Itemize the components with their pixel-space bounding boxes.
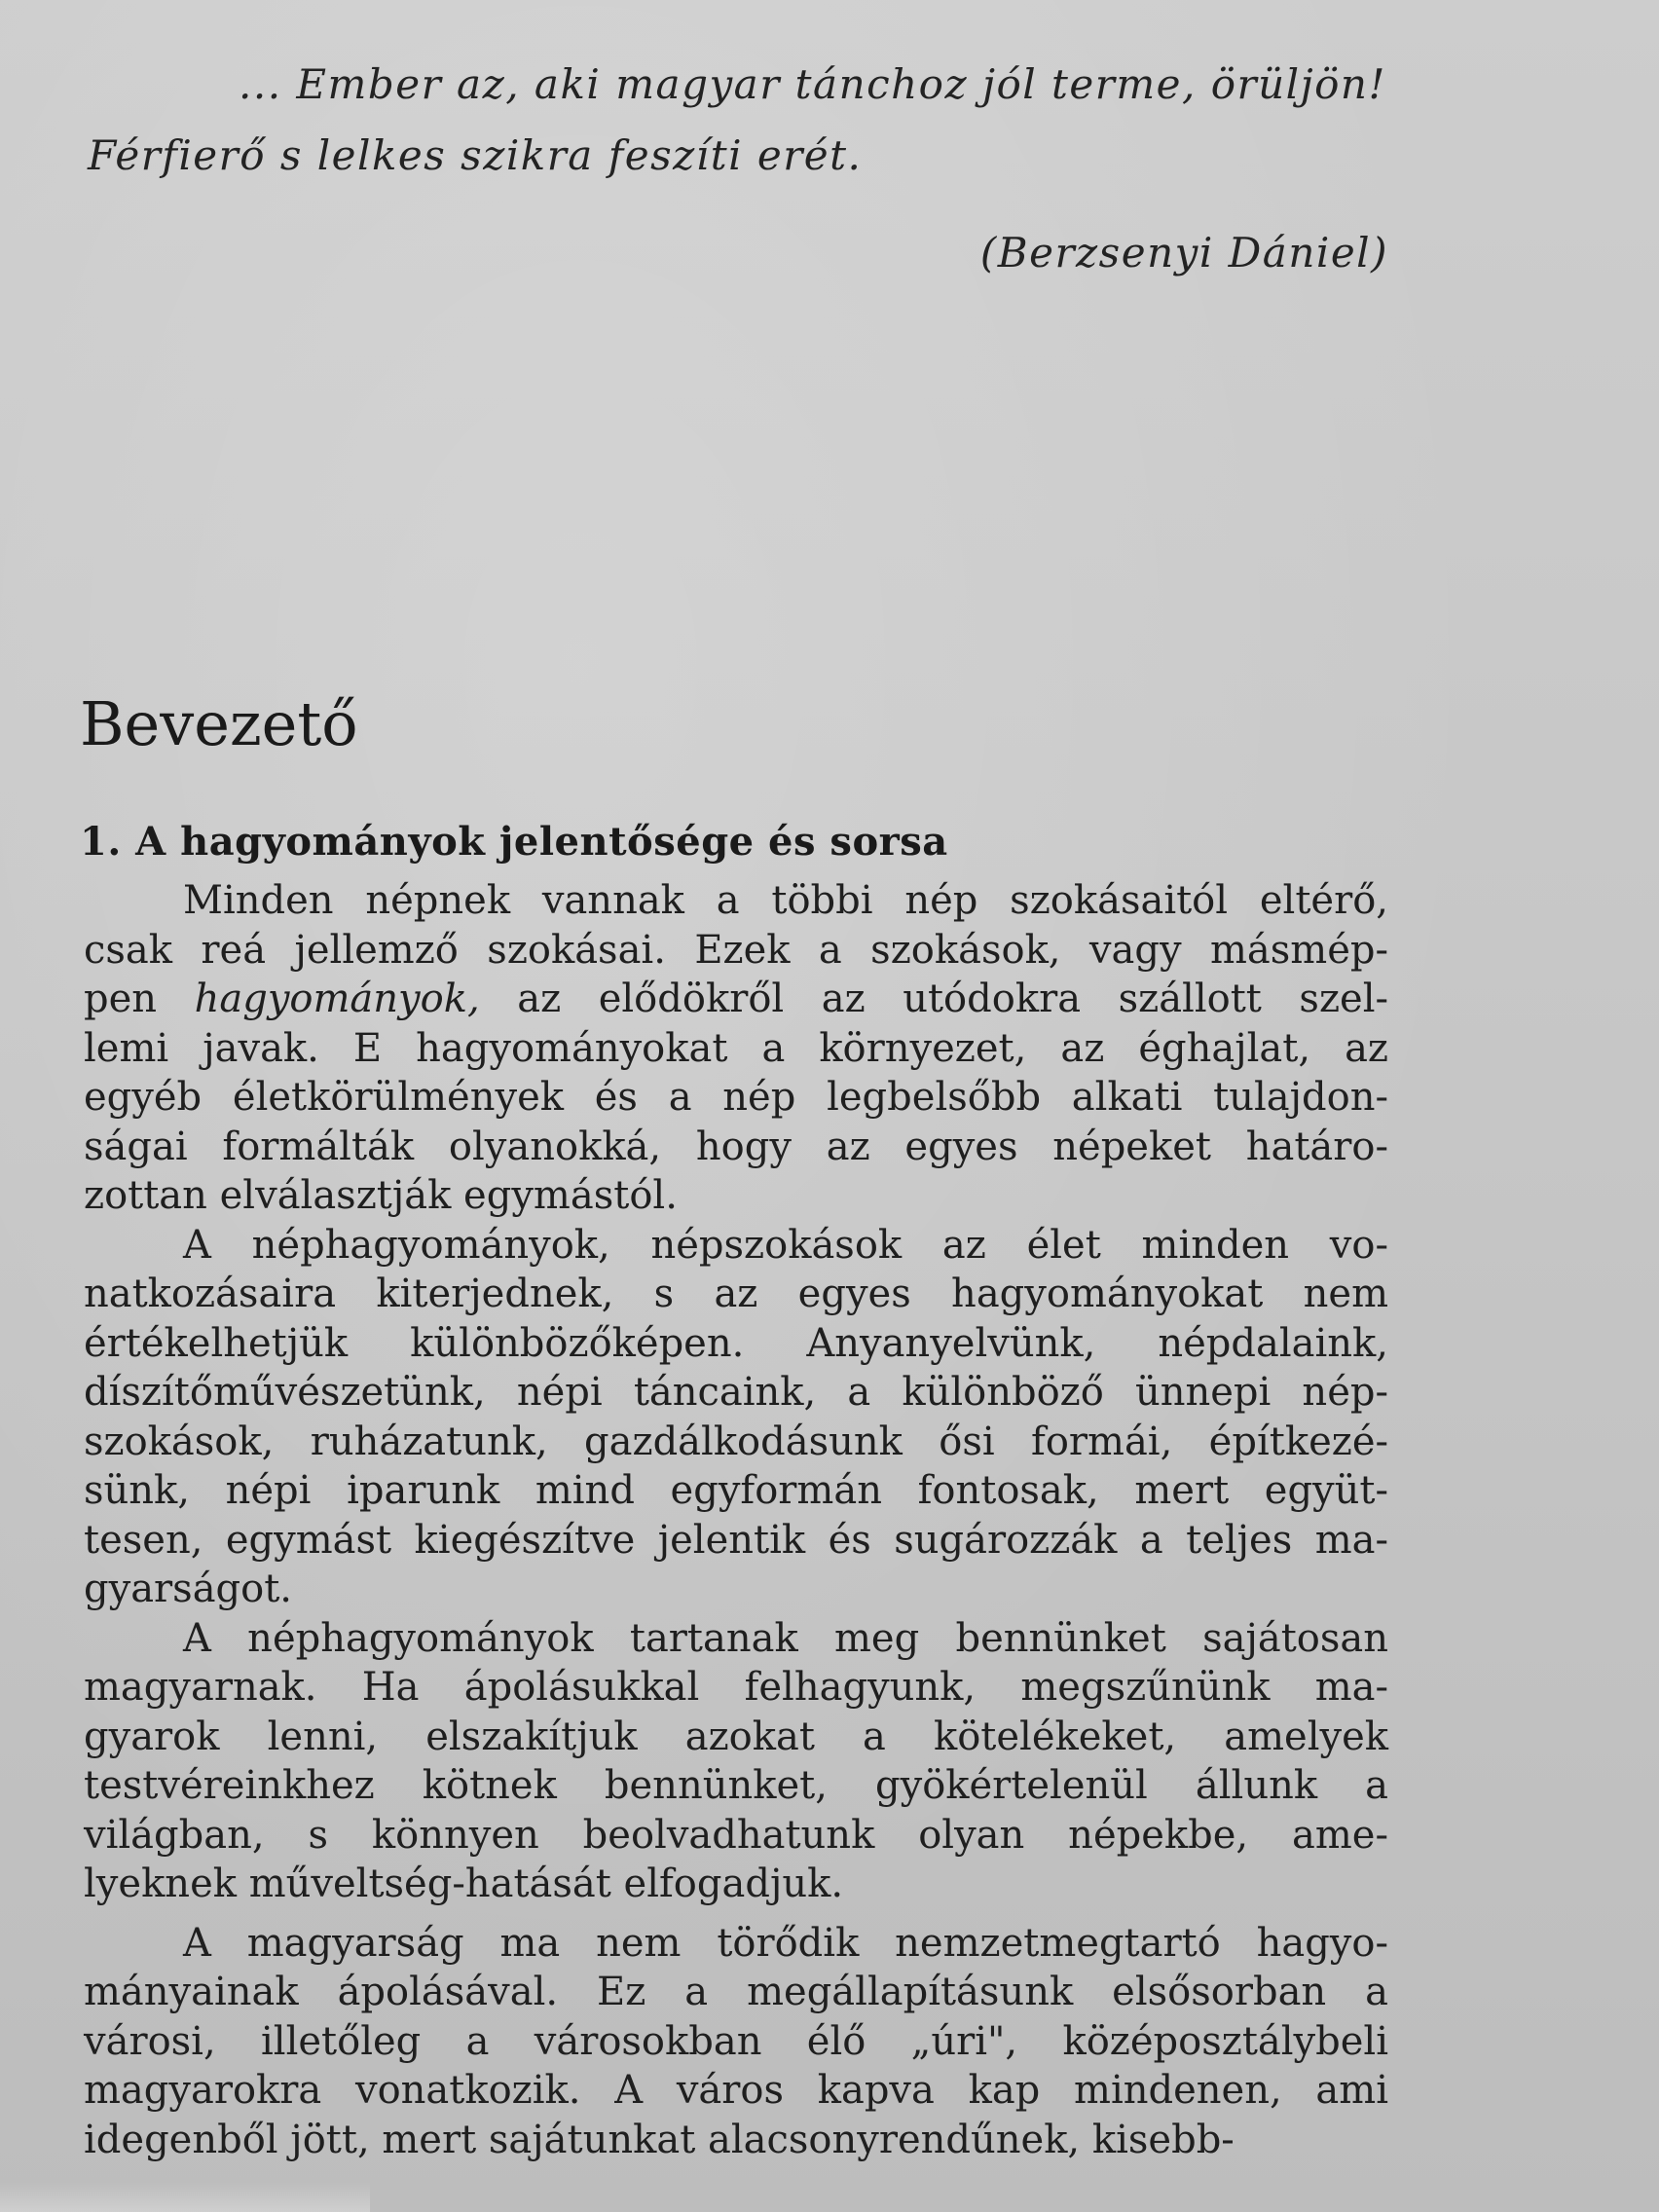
text-line: világban, s könnyen beolvadhatunk olyan népekbe, ame- <box>84 1812 1388 1858</box>
text-line: szokások, ruházatunk, gazdálkodásunk ősi formái, építkezé- <box>84 1419 1388 1464</box>
text-line: idegenből jött, mert sajátunkat alacsonyrendűnek, kisebb- <box>84 2117 1235 2162</box>
text-line: mányainak ápolásával. Ez a megállapításunk elsősorban a <box>84 1970 1388 2014</box>
epigraph-attribution: (Berzsenyi Dániel) <box>979 229 1388 276</box>
text-line: gyarságot. <box>84 1567 293 1611</box>
body-text <box>84 876 1388 2164</box>
text-line: városi, illetőleg a városokban élő „úri", középosztálybeli <box>84 2018 1388 2064</box>
paragraph <box>84 876 1388 1221</box>
chapter-title: Bevezető <box>80 687 358 759</box>
scan-edge <box>0 2183 370 2212</box>
text-line: natkozásaira kiterjednek, s az egyes hagyományokat nem <box>84 1272 1388 1316</box>
paragraph <box>84 1221 1388 1614</box>
text-line: tesen, egymást kiegészítve jelentik és sugározzák a teljes ma- <box>84 1517 1388 1563</box>
text-line: lemi javak. E hagyományokat a környezet, az éghajlat, az <box>84 1025 1388 1071</box>
text-line: A néphagyományok, népszokások az élet minden vo- <box>183 1222 1388 1268</box>
text-line: zottan elválasztják egymástól. <box>84 1173 678 1218</box>
epigraph-line-1: ... Ember az, aki magyar tánchoz jól terme, örüljön! <box>239 60 1386 108</box>
text-line: díszítőművészetünk, népi táncaink, a különböző ünnepi nép- <box>84 1370 1388 1415</box>
section-title: 1. A hagyományok jelentősége és sorsa <box>80 819 948 866</box>
text-line: ságai formálták olyanokká, hogy az egyes népeket határo- <box>84 1124 1388 1169</box>
text-line: magyarnak. Ha ápolásukkal felhagyunk, megszűnünk ma- <box>84 1665 1388 1710</box>
text-line: lyeknek műveltség-hatását elfogadjuk. <box>84 1862 844 1906</box>
text-line: értékelhetjük különbözőképen. Anyanyelvünk, népdalaink, <box>84 1320 1388 1366</box>
text-line: A magyarság ma nem törődik nemzetmegtartó hagyo- <box>183 1920 1388 1966</box>
text-line: testvéreinkhez kötnek bennünket, gyökértelenül állunk a <box>84 1763 1388 1808</box>
text-line: Minden népnek vannak a többi nép szokásaitól eltérő, <box>183 878 1388 923</box>
text-line: csak reá jellemző szokásai. Ezek a szokások, vagy másmép- <box>84 927 1388 973</box>
text-line: A néphagyományok tartanak meg bennünket sajátosan <box>183 1615 1388 1661</box>
text-line: egyéb életkörülmények és a nép legbelsőbb alkati tulajdon- <box>84 1075 1388 1120</box>
paragraph <box>84 1919 1388 2165</box>
text-line: gyarok lenni, elszakítjuk azokat a kötelékeket, amelyek <box>84 1714 1388 1759</box>
text-line: magyarokra vonatkozik. A város kapva kap mindenen, ami <box>84 2068 1388 2113</box>
paragraph <box>84 1614 1388 1909</box>
epigraph-line-2: Férfierő s lelkes szikra feszíti erét. <box>88 131 863 179</box>
text-line: sünk, népi iparunk mind egyformán fontosak, mert együt- <box>84 1468 1388 1513</box>
text-line: pen hagyományok, az elődökről az utódokra szállott szel- <box>84 977 1388 1021</box>
